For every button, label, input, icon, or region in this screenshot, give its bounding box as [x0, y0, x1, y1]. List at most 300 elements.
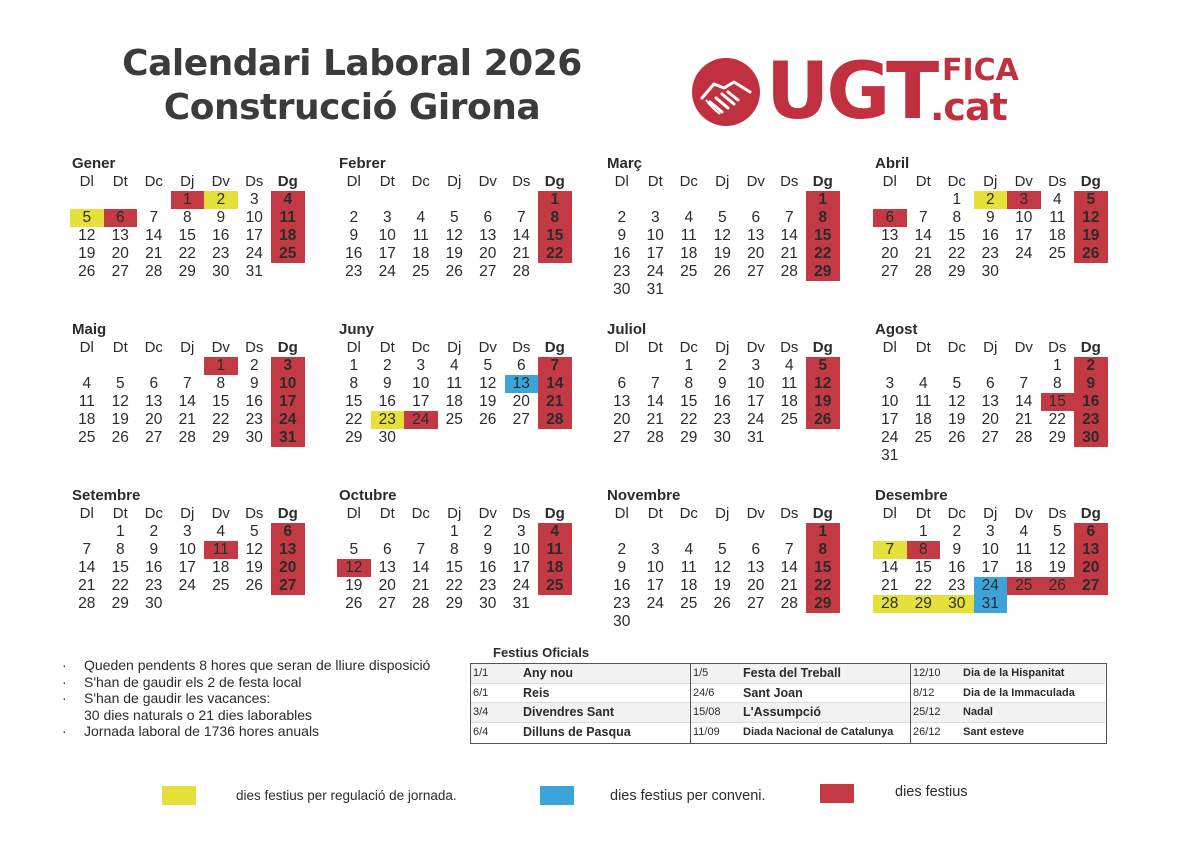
- logo-sub-fica: FICA: [942, 53, 1019, 88]
- day-cell: 13: [111, 227, 129, 244]
- weekday-header: Dv: [478, 505, 497, 522]
- day-cell: 24: [178, 577, 196, 594]
- day-cell: 2: [617, 209, 627, 226]
- day-cell: 23: [345, 263, 363, 280]
- weekday-header: Ds: [780, 339, 799, 356]
- day-cell: 26: [245, 577, 263, 594]
- day-cell: 1: [204, 357, 238, 375]
- weekday-header: Dl: [346, 173, 361, 190]
- day-cell: 4: [82, 375, 92, 392]
- day-cell: 11: [78, 393, 95, 410]
- day-cell: 9: [483, 541, 493, 558]
- day-cell: 5: [349, 541, 359, 558]
- day-cell: 27: [111, 263, 129, 280]
- day-cell: 20: [271, 559, 305, 577]
- festiu-name: Festa del Treball: [743, 666, 841, 681]
- title-line-1: Calendari Laboral 2026: [122, 43, 582, 84]
- day-cell: 20: [881, 245, 899, 262]
- day-cell: 6: [617, 375, 627, 392]
- month-novembre: [605, 487, 845, 647]
- day-cell: 26: [1041, 577, 1075, 595]
- day-cell: 8: [907, 541, 941, 559]
- day-cell: 26: [948, 429, 966, 446]
- day-cell: 29: [680, 429, 698, 446]
- day-cell: 1: [1052, 357, 1062, 374]
- title-line-2: Construcció Girona: [163, 87, 541, 128]
- festiu-name: Sant esteve: [963, 726, 1025, 739]
- day-cell: 23: [713, 411, 731, 428]
- day-cell: 15: [111, 559, 129, 576]
- day-cell: 18: [680, 577, 698, 594]
- day-cell: 17: [881, 411, 899, 428]
- day-cell: 8: [1052, 375, 1062, 392]
- weekday-header: Dc: [679, 505, 698, 522]
- day-cell: 27: [145, 429, 163, 446]
- weekday-header: Dl: [614, 505, 629, 522]
- day-cell: 7: [784, 209, 794, 226]
- day-cell: 14: [881, 559, 899, 576]
- day-cell: 28: [1015, 429, 1033, 446]
- weekday-header: Dj: [715, 339, 730, 356]
- festiu-name: Sant Joan: [743, 685, 803, 700]
- weekday-header: Dj: [180, 505, 195, 522]
- day-cell: 27: [613, 429, 631, 446]
- day-cell: 17: [747, 393, 765, 410]
- legend-swatch-yellow: [162, 786, 196, 805]
- weekday-header: Dj: [447, 505, 462, 522]
- day-cell: 23: [145, 577, 163, 594]
- weekday-header: Dg: [544, 339, 565, 356]
- day-cell: 10: [747, 375, 765, 392]
- legend-label-festiu: dies festius: [895, 784, 968, 800]
- day-cell: 1: [684, 357, 694, 374]
- weekday-header: Ds: [780, 173, 799, 190]
- day-cell: 30: [940, 595, 974, 613]
- day-cell: 21: [178, 411, 196, 428]
- day-cell: 28: [145, 263, 163, 280]
- weekday-header: Dg: [544, 173, 565, 190]
- day-cell: 13: [747, 227, 765, 244]
- month-abril: [873, 155, 1113, 315]
- day-cell: 19: [345, 577, 363, 594]
- day-cell: 3: [1007, 191, 1041, 209]
- festiu-row: [691, 723, 910, 743]
- day-cell: 27: [1074, 577, 1108, 595]
- weekday-header: Dt: [915, 505, 931, 522]
- day-cell: 3: [382, 209, 392, 226]
- day-cell: 29: [907, 595, 941, 613]
- day-cell: 5: [1052, 523, 1062, 540]
- notes-list: [60, 657, 430, 740]
- day-cell: 31: [271, 429, 305, 447]
- day-cell: 8: [349, 375, 359, 392]
- day-cell: 4: [271, 191, 305, 209]
- day-cell: 23: [1074, 411, 1108, 429]
- day-cell: 12: [245, 541, 263, 558]
- day-cell: 21: [538, 393, 572, 411]
- day-cell: 25: [780, 411, 798, 428]
- festiu-date: 26/12: [913, 726, 941, 739]
- day-cell: 10: [512, 541, 530, 558]
- day-cell: 4: [918, 375, 928, 392]
- day-cell: 11: [680, 559, 697, 576]
- day-cell: 29: [948, 263, 966, 280]
- day-cell: 15: [914, 559, 932, 576]
- day-cell: 2: [974, 191, 1008, 209]
- day-cell: 23: [948, 577, 966, 594]
- day-cell: 31: [646, 281, 664, 298]
- day-cell: 21: [646, 411, 664, 428]
- day-cell: 23: [981, 245, 999, 262]
- day-cell: 25: [914, 429, 932, 446]
- weekday-header: Dv: [478, 173, 497, 190]
- month-name: Novembre: [607, 487, 681, 504]
- day-cell: 2: [204, 191, 238, 209]
- weekday-header: Dl: [614, 339, 629, 356]
- day-cell: 3: [249, 191, 259, 208]
- day-cell: 17: [512, 559, 530, 576]
- month-name: Octubre: [339, 487, 397, 504]
- month-name: Setembre: [72, 487, 141, 504]
- day-cell: 3: [416, 357, 426, 374]
- festiu-name: Dia de la Immaculada: [963, 686, 1075, 699]
- day-cell: 29: [345, 429, 363, 446]
- weekday-header: Dl: [79, 339, 94, 356]
- day-cell: 19: [245, 559, 263, 576]
- day-cell: 2: [249, 357, 259, 374]
- festiu-row: [911, 703, 1105, 723]
- festiu-date: 25/12: [913, 706, 941, 719]
- weekday-header: Dc: [679, 173, 698, 190]
- day-cell: 11: [446, 375, 463, 392]
- day-cell: 22: [178, 245, 196, 262]
- day-cell: 21: [881, 577, 899, 594]
- day-cell: 19: [806, 393, 840, 411]
- festiu-row: [691, 684, 910, 704]
- day-cell: 3: [650, 209, 660, 226]
- weekday-header: Dt: [647, 173, 663, 190]
- day-cell: 28: [412, 595, 430, 612]
- weekday-header: Dc: [411, 339, 430, 356]
- weekday-header: Dj: [180, 173, 195, 190]
- day-cell: 18: [538, 559, 572, 577]
- month-name: Febrer: [339, 155, 386, 172]
- weekday-header: Dl: [346, 339, 361, 356]
- day-cell: 4: [216, 523, 226, 540]
- weekday-header: Dg: [544, 505, 565, 522]
- day-cell: 17: [646, 245, 664, 262]
- day-cell: 2: [149, 523, 159, 540]
- weekday-header: Dj: [983, 339, 998, 356]
- festiu-date: 24/6: [693, 686, 715, 699]
- day-cell: 7: [538, 357, 572, 375]
- day-cell: 5: [717, 541, 727, 558]
- day-cell: 20: [512, 393, 530, 410]
- day-cell: 18: [780, 393, 798, 410]
- day-cell: 9: [1074, 375, 1108, 393]
- day-cell: 13: [613, 393, 631, 410]
- weekday-header: Dc: [679, 339, 698, 356]
- day-cell: 7: [650, 375, 660, 392]
- day-cell: 10: [646, 559, 664, 576]
- day-cell: 5: [717, 209, 727, 226]
- day-cell: 17: [271, 393, 305, 411]
- weekday-header: Dc: [411, 173, 430, 190]
- day-cell: 9: [216, 209, 226, 226]
- day-cell: 12: [713, 559, 731, 576]
- day-cell: 24: [646, 595, 664, 612]
- day-cell: 17: [245, 227, 263, 244]
- day-cell: 17: [412, 393, 430, 410]
- festiu-name: Dilluns de Pasqua: [523, 725, 631, 740]
- weekday-header: Dt: [112, 173, 128, 190]
- day-cell: 28: [780, 263, 798, 280]
- day-cell: 19: [713, 577, 731, 594]
- legend-label-conveni: dies festius per conveni.: [610, 788, 766, 804]
- day-cell: 24: [404, 411, 438, 429]
- festiu-row: [471, 723, 690, 743]
- page-title: [112, 42, 592, 130]
- day-cell: 15: [806, 227, 840, 245]
- day-cell: 18: [412, 245, 430, 262]
- day-cell: 7: [182, 375, 192, 392]
- day-cell: 30: [479, 595, 497, 612]
- weekday-header: Dv: [746, 173, 765, 190]
- day-cell: 1: [952, 191, 962, 208]
- day-cell: 25: [1007, 577, 1041, 595]
- festiu-row: [911, 723, 1105, 743]
- note-item: · S'han de gaudir els 2 de festa local: [62, 673, 302, 690]
- weekday-header: Dg: [1080, 505, 1101, 522]
- day-cell: 8: [952, 209, 962, 226]
- day-cell: 13: [881, 227, 899, 244]
- day-cell: 24: [646, 263, 664, 280]
- day-cell: 2: [617, 541, 627, 558]
- month-name: Maig: [72, 321, 107, 338]
- day-cell: 13: [145, 393, 163, 410]
- weekday-header: Dv: [746, 339, 765, 356]
- day-cell: 28: [178, 429, 196, 446]
- weekday-header: Dt: [379, 505, 395, 522]
- day-cell: 25: [1048, 245, 1066, 262]
- day-cell: 10: [412, 375, 430, 392]
- day-cell: 23: [212, 245, 230, 262]
- weekday-header: Dl: [882, 505, 897, 522]
- weekday-header: Dc: [144, 173, 163, 190]
- day-cell: 12: [713, 227, 731, 244]
- day-cell: 12: [445, 227, 463, 244]
- day-cell: 8: [684, 375, 694, 392]
- day-cell: 10: [881, 393, 899, 410]
- weekday-header: Dc: [947, 173, 966, 190]
- handshake-icon: [692, 58, 760, 126]
- day-cell: 28: [78, 595, 96, 612]
- day-cell: 31: [245, 263, 263, 280]
- weekday-header: Dj: [715, 505, 730, 522]
- festiu-date: 1/5: [693, 667, 709, 680]
- day-cell: 21: [780, 245, 798, 262]
- weekday-header: Dl: [79, 505, 94, 522]
- day-cell: 20: [145, 411, 163, 428]
- day-cell: 10: [646, 227, 664, 244]
- day-cell: 5: [249, 523, 259, 540]
- day-cell: 22: [806, 577, 840, 595]
- day-cell: 3: [985, 523, 995, 540]
- day-cell: 7: [784, 541, 794, 558]
- weekday-header: Dc: [947, 505, 966, 522]
- day-cell: 30: [245, 429, 263, 446]
- day-cell: 31: [512, 595, 530, 612]
- day-cell: 13: [747, 559, 765, 576]
- day-cell: 4: [784, 357, 794, 374]
- day-cell: 30: [212, 263, 230, 280]
- day-cell: 21: [1015, 411, 1033, 428]
- day-cell: 12: [479, 375, 497, 392]
- day-cell: 9: [617, 227, 627, 244]
- logo-sub-cat: .cat: [930, 85, 1007, 129]
- month-març: [605, 155, 845, 315]
- month-name: Desembre: [875, 487, 948, 504]
- day-cell: 12: [806, 375, 840, 393]
- day-cell: 20: [111, 245, 129, 262]
- bullet: ·: [62, 673, 67, 690]
- weekday-header: Dj: [715, 173, 730, 190]
- day-cell: 16: [378, 393, 396, 410]
- day-cell: 4: [449, 357, 459, 374]
- day-cell: 14: [412, 559, 430, 576]
- day-cell: 22: [212, 411, 230, 428]
- bullet: ·: [62, 657, 67, 673]
- day-cell: 23: [479, 577, 497, 594]
- festiu-date: 12/10: [913, 667, 941, 680]
- month-gener: [70, 155, 310, 315]
- month-juliol: [605, 321, 845, 481]
- day-cell: 12: [111, 393, 129, 410]
- weekday-header: Dg: [277, 339, 298, 356]
- day-cell: 19: [1048, 559, 1066, 576]
- day-cell: 21: [914, 245, 932, 262]
- festiu-row: [911, 684, 1105, 704]
- day-cell: 26: [479, 411, 497, 428]
- day-cell: 8: [538, 209, 572, 227]
- day-cell: 28: [512, 263, 530, 280]
- weekday-header: Ds: [245, 339, 264, 356]
- festiu-row: [471, 684, 690, 704]
- day-cell: 10: [378, 227, 396, 244]
- day-cell: 6: [149, 375, 159, 392]
- day-cell: 6: [382, 541, 392, 558]
- day-cell: 16: [713, 393, 731, 410]
- day-cell: 24: [512, 577, 530, 594]
- day-cell: 14: [780, 227, 798, 244]
- day-cell: 16: [212, 227, 230, 244]
- day-cell: 27: [747, 263, 765, 280]
- day-cell: 19: [111, 411, 129, 428]
- day-cell: 19: [78, 245, 96, 262]
- day-cell: 20: [747, 577, 765, 594]
- day-cell: 20: [747, 245, 765, 262]
- month-octubre: [337, 487, 577, 647]
- day-cell: 2: [349, 209, 359, 226]
- day-cell: 30: [981, 263, 999, 280]
- day-cell: 1: [918, 523, 928, 540]
- day-cell: 20: [479, 245, 497, 262]
- festius-table: [470, 663, 1107, 744]
- day-cell: 13: [1074, 541, 1108, 559]
- day-cell: 7: [873, 541, 907, 559]
- festiu-date: 1/1: [473, 667, 489, 680]
- day-cell: 1: [538, 191, 572, 209]
- month-name: Juny: [339, 321, 375, 338]
- festiu-row: [471, 664, 690, 684]
- festiu-row: [691, 664, 910, 684]
- weekday-header: Ds: [512, 505, 531, 522]
- day-cell: 27: [881, 263, 899, 280]
- festiu-name: L'Assumpció: [743, 705, 821, 720]
- day-cell: 25: [680, 263, 698, 280]
- festiu-date: 8/12: [913, 686, 935, 699]
- festiu-date: 11/09: [693, 726, 720, 739]
- day-cell: 12: [1074, 209, 1108, 227]
- day-cell: 20: [1074, 559, 1108, 577]
- day-cell: 24: [378, 263, 396, 280]
- day-cell: 31: [881, 447, 899, 464]
- day-cell: 8: [115, 541, 125, 558]
- day-cell: 26: [806, 411, 840, 429]
- day-cell: 11: [538, 541, 572, 559]
- note-item: · Jornada laboral de 1736 hores anuals: [62, 723, 320, 739]
- day-cell: 16: [479, 559, 497, 576]
- day-cell: 15: [806, 559, 840, 577]
- weekday-header: Ds: [245, 505, 264, 522]
- day-cell: 6: [751, 541, 761, 558]
- day-cell: 30: [378, 429, 396, 446]
- day-cell: 6: [985, 375, 995, 392]
- day-cell: 11: [1015, 541, 1032, 558]
- weekday-header: Dt: [647, 505, 663, 522]
- weekday-header: Dl: [614, 173, 629, 190]
- day-cell: 18: [914, 411, 932, 428]
- day-cell: 4: [1052, 191, 1062, 208]
- day-cell: 18: [445, 393, 463, 410]
- day-cell: 20: [378, 577, 396, 594]
- day-cell: 13: [479, 227, 497, 244]
- weekday-header: Ds: [1048, 339, 1067, 356]
- day-cell: 12: [1048, 541, 1066, 558]
- day-cell: 9: [952, 541, 962, 558]
- day-cell: 28: [646, 429, 664, 446]
- note-item: · Queden pendents 8 hores que seran de lliure disposició: [62, 657, 431, 673]
- month-juny: [337, 321, 577, 481]
- month-setembre: [70, 487, 310, 647]
- weekday-header: Dc: [411, 505, 430, 522]
- day-cell: 3: [516, 523, 526, 540]
- day-cell: 15: [1041, 393, 1075, 411]
- day-cell: 17: [1015, 227, 1033, 244]
- weekday-header: Dg: [1080, 173, 1101, 190]
- weekday-header: Dv: [1014, 339, 1033, 356]
- festiu-date: 15/08: [693, 706, 721, 719]
- month-febrer: [337, 155, 577, 315]
- weekday-header: Dj: [983, 505, 998, 522]
- day-cell: 19: [1074, 227, 1108, 245]
- day-cell: 6: [271, 523, 305, 541]
- day-cell: 29: [212, 429, 230, 446]
- day-cell: 8: [806, 541, 840, 559]
- day-cell: 7: [516, 209, 526, 226]
- day-cell: 24: [881, 429, 899, 446]
- weekday-header: Dt: [112, 339, 128, 356]
